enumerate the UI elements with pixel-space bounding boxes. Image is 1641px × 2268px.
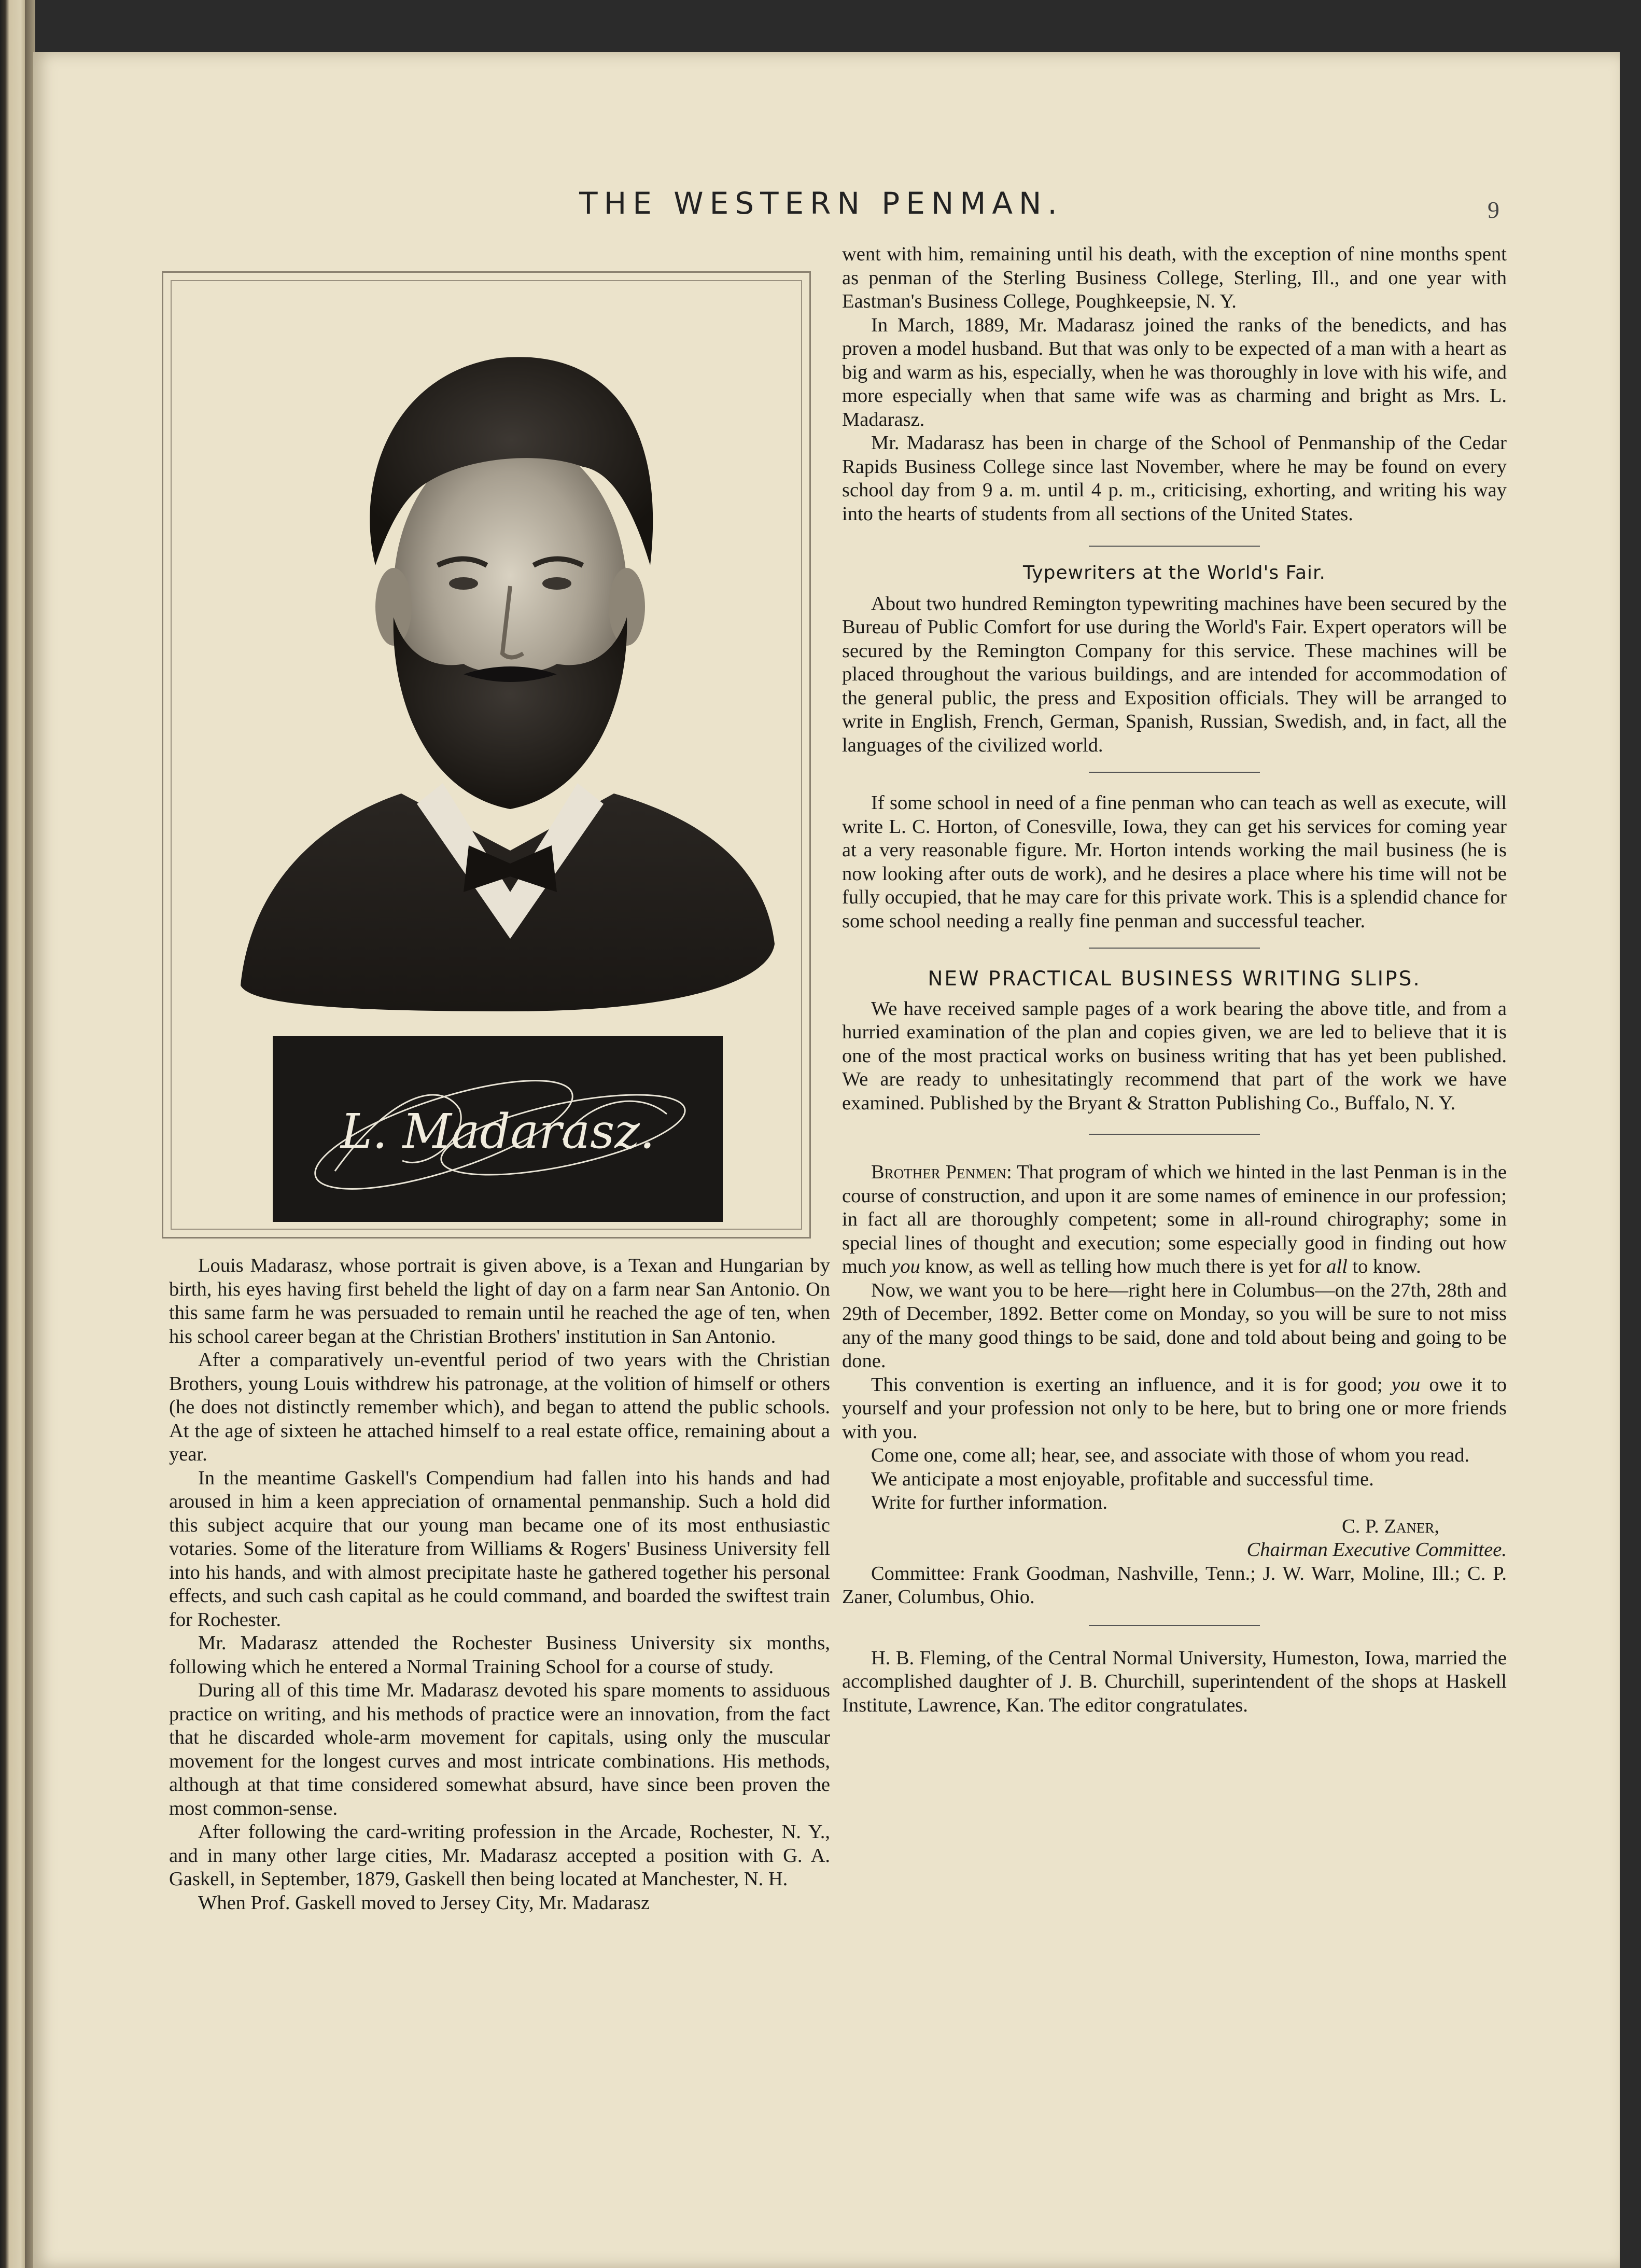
signature-card (273, 1036, 723, 1222)
paragraph: After following the card-writing profession in the Arcade, Rochester, N. Y., and in many other large cities, Mr. Madarasz accepted a position with G. A. Gaskell, in September, 1879, Gaskell then being located at Manchester, N. H. (169, 1821, 830, 1890)
portrait-engraving (220, 296, 790, 1022)
page-number: 9 (1488, 197, 1499, 223)
magazine-page (33, 52, 1620, 2268)
running-header: THE WESTERN PENMAN. (579, 186, 1063, 221)
paragraph: Mr. Madarasz has been in charge of the School of Penmanship of the Cedar Rapids Business College since last November, where he may be found on every school day from 9 a. m. until 4 p. m., criticising, exhorting, and writing his way into the hearts of students from all sections of the United States. (842, 432, 1507, 525)
paragraph: Louis Madarasz, whose portrait is given above, is a Texan and Hungarian by birth, his eyes having first beheld the light of day on a farm near San Antonio. On this same farm he was persuaded to remain until he reached the age of ten, when his school career began at the Christian Brothers' institution in San Antonio. (169, 1255, 830, 1347)
paragraph: About two hundred Remington typewriting machines have been secured by the Bureau of Public Comfort for use during the World's Fair. Expert operators will be secured by the Remington Company for this service. These machines will be placed throughout the various buildings, and are intended for accommodation of the general public, the press and Exposition officials. They will be arranged to write in English, French, German, Spanish, Russian, Swedish, and, in fact, all the languages of the civilized world. (842, 592, 1507, 756)
paragraph: Mr. Madarasz attended the Rochester Business University six months, following which he entered a Normal Training School for a course of study. (169, 1632, 830, 1678)
signature-text: L. Madarasz. (340, 1104, 655, 1159)
right-column (842, 243, 1507, 1717)
paragraph: Come one, come all; hear, see, and associate with those of whom you read. (871, 1444, 1470, 1466)
paragraph: If some school in need of a fine penman who can teach as well as execute, will write L. C. Horton, of Conesville, Iowa, they can get his services for coming year at a very reasonable figure. Mr. Horton intends working the mail business (he is now looking after outs de work), and he desires a place where his time will not be fully occupied, that he may care for this private work. This is a splendid chance for some school needing a really fine penman and successful teacher. (842, 792, 1507, 932)
paragraph: Now, we want you to be here—right here in Columbus—on the 27th, 28th and 29th of December, 1892. Better come on Monday, so you will be sure to not miss any of the many good things to be said, done and told about being and going to be done. (842, 1279, 1507, 1372)
signature-name: C. P. Zaner, (1342, 1515, 1439, 1537)
typewriters-heading: Typewriters at the World's Fair. (1022, 562, 1326, 583)
paragraph: Brother Penmen: That program of which we hinted in the last Penman is in the course of construction, and upon it are some names of eminence in our profession; in fact all are thoroughly competent; some in all-round chirography; some in special lines of thought and execution; some especially good in finding out how much you know, as well as telling how much there is yet for all to know. (842, 1161, 1507, 1277)
signature-title: Chairman Executive Committee. (1246, 1539, 1507, 1561)
paragraph: After a comparatively un-eventful period of two years with the Christian Brothers, young Louis withdrew his patronage, at the volition of himself or others (he does not distinctly remember which), and began to attend the public schools. At the age of sixteen he attached himself to a real estate office, remaining about a year. (169, 1349, 830, 1465)
paragraph: During all of this time Mr. Madarasz devoted his spare moments to assiduous practice on writing, and his methods of practice were an innovation, from the fact that he discarded whole-arm movement for capitals, using only the muscular movement for the longest curves and most intricate combinations. His methods, although at that time considered somewhat absurd, have since been proven the most common-sense. (169, 1679, 830, 1819)
paragraph: This convention is exerting an influence, and it is for good; you owe it to yourself and your profession not only to be here, but to bring one or more friends with you. (842, 1373, 1507, 1443)
committee-list: Committee: Frank Goodman, Nashville, Tenn.; J. W. Warr, Moline, Ill.; C. P. Zaner, Columbus, Ohio. (842, 1562, 1507, 1608)
paragraph: In the meantime Gaskell's Compendium had fallen into his hands and had aroused in him a keen appreciation of ornamental penmanship. Such a hold did this subject acquire that our young man became one of its most enthusiastic votaries. Some of the literature from Williams & Rogers' Business University fell into his hands, and with almost precipitate haste he gathered together his personal effects, and such cash capital as he could command, and boarded the swiftest train for Rochester. (169, 1467, 830, 1631)
paragraph: We anticipate a most enjoyable, profitable and successful time. (871, 1468, 1374, 1490)
paragraph: When Prof. Gaskell moved to Jersey City, Mr. Madarasz (198, 1891, 650, 1914)
paragraph: H. B. Fleming, of the Central Normal University, Humeston, Iowa, married the accomplished daughter of J. B. Churchill, superintendent of the shops at Haskell Institute, Lawrence, Kan. The editor congratulates. (842, 1647, 1507, 1716)
slips-heading: NEW PRACTICAL BUSINESS WRITING SLIPS. (928, 967, 1421, 991)
adjacent-page-edge (0, 0, 25, 2268)
paragraph: went with him, remaining until his death, with the exception of nine months spent as penman of the Sterling Business College, Sterling, Ill., and one year with Eastman's Business College, Poughkeepsie, N. Y. (842, 243, 1507, 312)
salutation: Brother Penmen: (871, 1161, 1012, 1183)
paragraph: Write for further information. (871, 1492, 1108, 1513)
left-column-article (169, 1254, 830, 1915)
paragraph: We have received sample pages of a work bearing the above title, and from a hurried examination of the plan and copies given, we are led to believe that it is one of the most practical works on business writing that has yet been published. We are ready to unhesitatingly recommend that part of the work we have examined. Published by the Bryant & Stratton Publishing Co., Buffalo, N. Y. (842, 997, 1507, 1114)
paragraph: In March, 1889, Mr. Madarasz joined the ranks of the benedicts, and has proven a model husband. But that was only to be expected of a man with a heart as big and warm as his, especially, when he was thoroughly in love with his wife, and more especially when that same wife was as charming and bright as Mrs. L. Madarasz. (842, 314, 1507, 430)
